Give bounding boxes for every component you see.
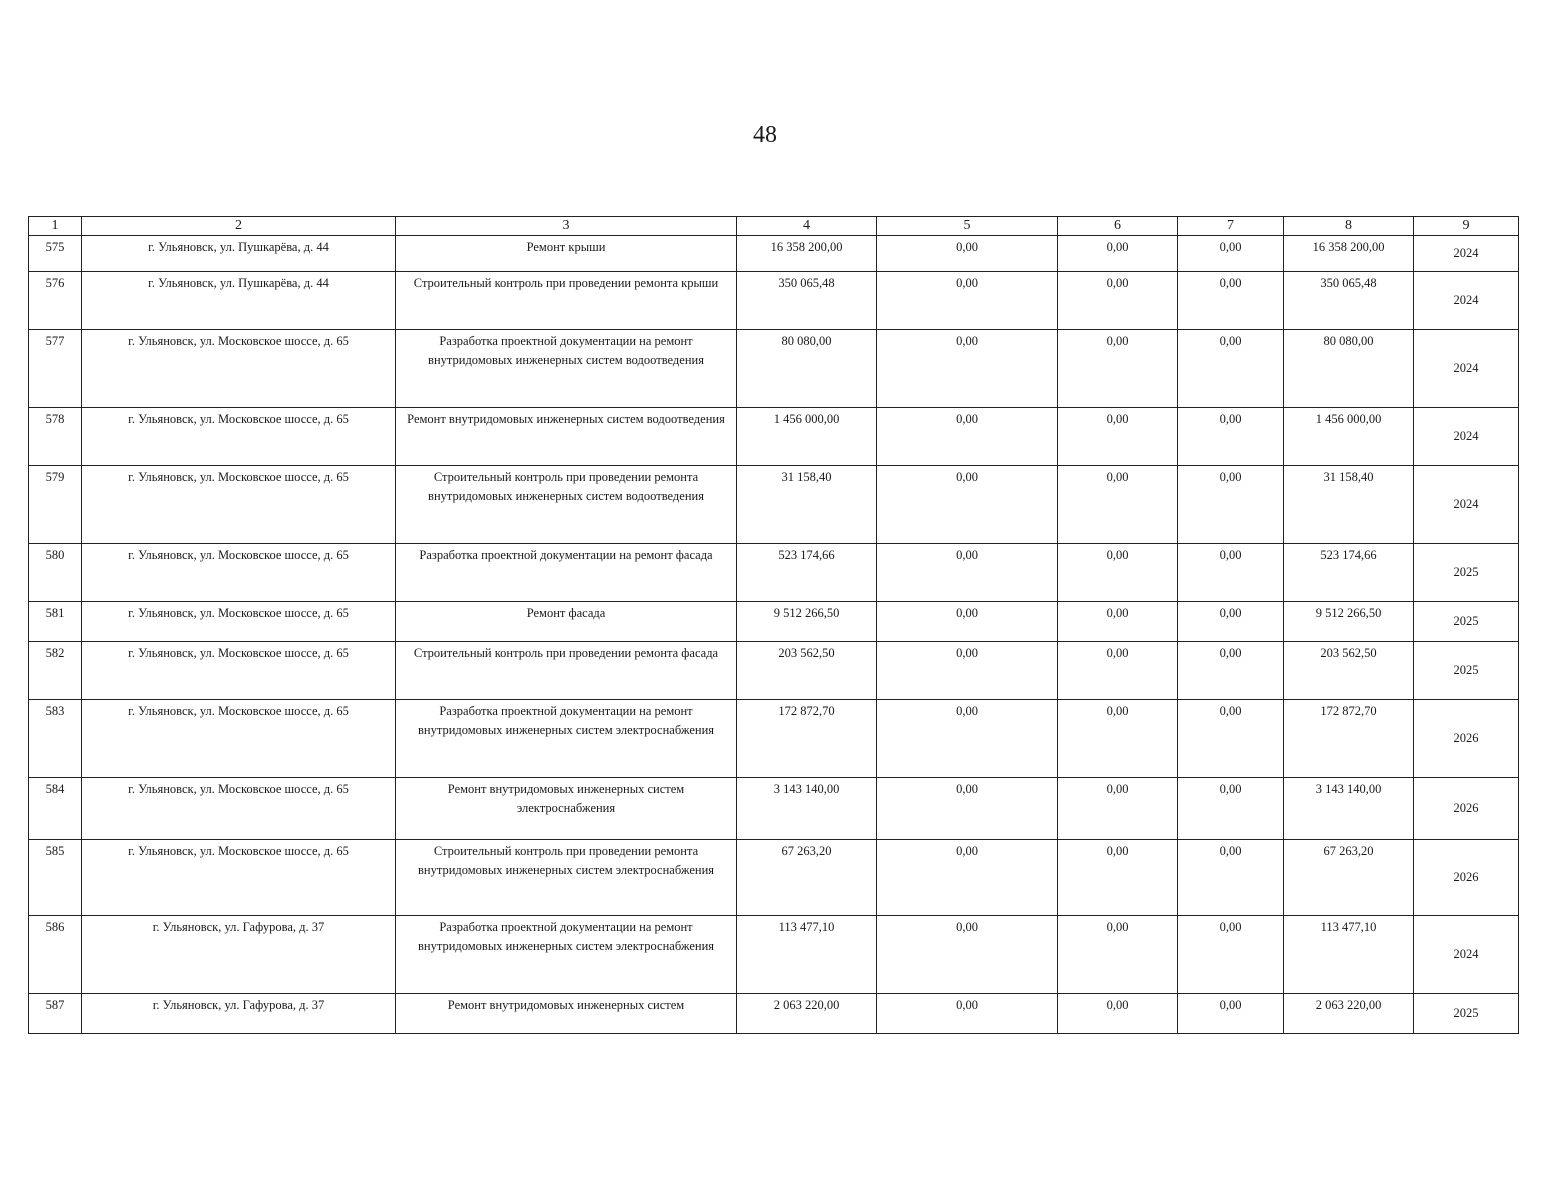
column-7-cell: 0,00	[1178, 272, 1284, 330]
address-cell: г. Ульяновск, ул. Гафурова, д. 37	[82, 994, 396, 1034]
year-cell: 2024	[1414, 466, 1519, 544]
column-8-cell: 80 080,00	[1284, 330, 1414, 408]
row-number-cell: 577	[29, 330, 82, 408]
column-7-cell: 0,00	[1178, 778, 1284, 840]
total-cost-cell: 350 065,48	[737, 272, 877, 330]
column-header-6: 6	[1058, 217, 1178, 236]
table-row	[29, 602, 1519, 642]
year-cell: 2025	[1414, 602, 1519, 642]
work-type-cell: Ремонт внутридомовых инженерных систем водоотведения	[396, 408, 737, 466]
year-cell: 2024	[1414, 916, 1519, 994]
column-8-cell: 16 358 200,00	[1284, 236, 1414, 272]
column-7-cell: 0,00	[1178, 330, 1284, 408]
column-5-cell: 0,00	[877, 700, 1058, 778]
row-number-cell: 586	[29, 916, 82, 994]
total-cost-cell: 523 174,66	[737, 544, 877, 602]
total-cost-cell: 80 080,00	[737, 330, 877, 408]
column-5-cell: 0,00	[877, 544, 1058, 602]
table-row	[29, 236, 1519, 272]
table-row	[29, 840, 1519, 916]
column-5-cell: 0,00	[877, 778, 1058, 840]
address-cell: г. Ульяновск, ул. Московское шоссе, д. 65	[82, 840, 396, 916]
column-7-cell: 0,00	[1178, 466, 1284, 544]
column-8-cell: 2 063 220,00	[1284, 994, 1414, 1034]
work-type-cell: Строительный контроль при проведении ремонта фасада	[396, 642, 737, 700]
address-cell: г. Ульяновск, ул. Московское шоссе, д. 65	[82, 700, 396, 778]
column-8-cell: 3 143 140,00	[1284, 778, 1414, 840]
total-cost-cell: 2 063 220,00	[737, 994, 877, 1034]
column-header-1: 1	[29, 217, 82, 236]
row-number-cell: 575	[29, 236, 82, 272]
column-8-cell: 1 456 000,00	[1284, 408, 1414, 466]
work-type-cell: Строительный контроль при проведении ремонта внутридомовых инженерных систем водоотведения	[396, 466, 737, 544]
column-header-3: 3	[396, 217, 737, 236]
table-row	[29, 466, 1519, 544]
address-cell: г. Ульяновск, ул. Пушкарёва, д. 44	[82, 272, 396, 330]
header-row	[29, 217, 1519, 236]
table-row	[29, 916, 1519, 994]
column-6-cell: 0,00	[1058, 466, 1178, 544]
column-6-cell: 0,00	[1058, 602, 1178, 642]
column-6-cell: 0,00	[1058, 778, 1178, 840]
address-cell: г. Ульяновск, ул. Московское шоссе, д. 65	[82, 408, 396, 466]
column-6-cell: 0,00	[1058, 916, 1178, 994]
column-5-cell: 0,00	[877, 236, 1058, 272]
column-8-cell: 203 562,50	[1284, 642, 1414, 700]
column-6-cell: 0,00	[1058, 994, 1178, 1034]
column-8-cell: 113 477,10	[1284, 916, 1414, 994]
column-6-cell: 0,00	[1058, 408, 1178, 466]
total-cost-cell: 16 358 200,00	[737, 236, 877, 272]
column-8-cell: 67 263,20	[1284, 840, 1414, 916]
column-7-cell: 0,00	[1178, 544, 1284, 602]
column-5-cell: 0,00	[877, 840, 1058, 916]
year-cell: 2024	[1414, 236, 1519, 272]
table-row	[29, 272, 1519, 330]
column-8-cell: 350 065,48	[1284, 272, 1414, 330]
row-number-cell: 581	[29, 602, 82, 642]
row-number-cell: 582	[29, 642, 82, 700]
table-header	[29, 217, 1519, 236]
repair-program-table	[28, 216, 1519, 1034]
column-7-cell: 0,00	[1178, 840, 1284, 916]
column-header-7: 7	[1178, 217, 1284, 236]
column-header-8: 8	[1284, 217, 1414, 236]
address-cell: г. Ульяновск, ул. Московское шоссе, д. 65	[82, 602, 396, 642]
column-header-2: 2	[82, 217, 396, 236]
address-cell: г. Ульяновск, ул. Пушкарёва, д. 44	[82, 236, 396, 272]
column-8-cell: 9 512 266,50	[1284, 602, 1414, 642]
table-row	[29, 544, 1519, 602]
column-6-cell: 0,00	[1058, 700, 1178, 778]
column-6-cell: 0,00	[1058, 272, 1178, 330]
work-type-cell: Разработка проектной документации на ремонт внутридомовых инженерных систем электроснабжения	[396, 700, 737, 778]
total-cost-cell: 203 562,50	[737, 642, 877, 700]
work-type-cell: Строительный контроль при проведении ремонта крыши	[396, 272, 737, 330]
row-number-cell: 584	[29, 778, 82, 840]
year-cell: 2024	[1414, 272, 1519, 330]
row-number-cell: 585	[29, 840, 82, 916]
year-cell: 2026	[1414, 700, 1519, 778]
address-cell: г. Ульяновск, ул. Гафурова, д. 37	[82, 916, 396, 994]
address-cell: г. Ульяновск, ул. Московское шоссе, д. 65	[82, 778, 396, 840]
column-6-cell: 0,00	[1058, 236, 1178, 272]
column-8-cell: 523 174,66	[1284, 544, 1414, 602]
column-5-cell: 0,00	[877, 272, 1058, 330]
year-cell: 2025	[1414, 544, 1519, 602]
work-type-cell: Ремонт внутридомовых инженерных систем	[396, 994, 737, 1034]
total-cost-cell: 113 477,10	[737, 916, 877, 994]
column-5-cell: 0,00	[877, 330, 1058, 408]
column-8-cell: 172 872,70	[1284, 700, 1414, 778]
row-number-cell: 576	[29, 272, 82, 330]
column-5-cell: 0,00	[877, 916, 1058, 994]
column-7-cell: 0,00	[1178, 236, 1284, 272]
column-6-cell: 0,00	[1058, 544, 1178, 602]
page-number: 48	[753, 122, 777, 148]
column-7-cell: 0,00	[1178, 994, 1284, 1034]
row-number-cell: 587	[29, 994, 82, 1034]
table-row	[29, 642, 1519, 700]
table-row	[29, 330, 1519, 408]
column-6-cell: 0,00	[1058, 642, 1178, 700]
year-cell: 2026	[1414, 778, 1519, 840]
table-row	[29, 408, 1519, 466]
column-5-cell: 0,00	[877, 602, 1058, 642]
column-7-cell: 0,00	[1178, 602, 1284, 642]
table-body	[29, 236, 1519, 1034]
total-cost-cell: 1 456 000,00	[737, 408, 877, 466]
column-5-cell: 0,00	[877, 994, 1058, 1034]
row-number-cell: 580	[29, 544, 82, 602]
total-cost-cell: 9 512 266,50	[737, 602, 877, 642]
row-number-cell: 578	[29, 408, 82, 466]
column-header-5: 5	[877, 217, 1058, 236]
table-row	[29, 700, 1519, 778]
table-row	[29, 994, 1519, 1034]
total-cost-cell: 67 263,20	[737, 840, 877, 916]
column-6-cell: 0,00	[1058, 330, 1178, 408]
year-cell: 2026	[1414, 840, 1519, 916]
column-header-9: 9	[1414, 217, 1519, 236]
address-cell: г. Ульяновск, ул. Московское шоссе, д. 65	[82, 466, 396, 544]
address-cell: г. Ульяновск, ул. Московское шоссе, д. 65	[82, 642, 396, 700]
work-type-cell: Разработка проектной документации на ремонт внутридомовых инженерных систем водоотведения	[396, 330, 737, 408]
work-type-cell: Разработка проектной документации на ремонт фасада	[396, 544, 737, 602]
column-7-cell: 0,00	[1178, 642, 1284, 700]
column-8-cell: 31 158,40	[1284, 466, 1414, 544]
column-5-cell: 0,00	[877, 642, 1058, 700]
column-header-4: 4	[737, 217, 877, 236]
total-cost-cell: 3 143 140,00	[737, 778, 877, 840]
row-number-cell: 579	[29, 466, 82, 544]
year-cell: 2024	[1414, 408, 1519, 466]
work-type-cell: Ремонт фасада	[396, 602, 737, 642]
column-7-cell: 0,00	[1178, 700, 1284, 778]
work-type-cell: Разработка проектной документации на ремонт внутридомовых инженерных систем электроснабжения	[396, 916, 737, 994]
work-type-cell: Строительный контроль при проведении ремонта внутридомовых инженерных систем электроснабжения	[396, 840, 737, 916]
total-cost-cell: 172 872,70	[737, 700, 877, 778]
column-7-cell: 0,00	[1178, 916, 1284, 994]
year-cell: 2024	[1414, 330, 1519, 408]
work-type-cell: Ремонт крыши	[396, 236, 737, 272]
column-6-cell: 0,00	[1058, 840, 1178, 916]
address-cell: г. Ульяновск, ул. Московское шоссе, д. 65	[82, 330, 396, 408]
column-5-cell: 0,00	[877, 466, 1058, 544]
year-cell: 2025	[1414, 642, 1519, 700]
table-row	[29, 778, 1519, 840]
year-cell: 2025	[1414, 994, 1519, 1034]
total-cost-cell: 31 158,40	[737, 466, 877, 544]
address-cell: г. Ульяновск, ул. Московское шоссе, д. 65	[82, 544, 396, 602]
column-5-cell: 0,00	[877, 408, 1058, 466]
work-type-cell: Ремонт внутридомовых инженерных систем электроснабжения	[396, 778, 737, 840]
column-7-cell: 0,00	[1178, 408, 1284, 466]
row-number-cell: 583	[29, 700, 82, 778]
